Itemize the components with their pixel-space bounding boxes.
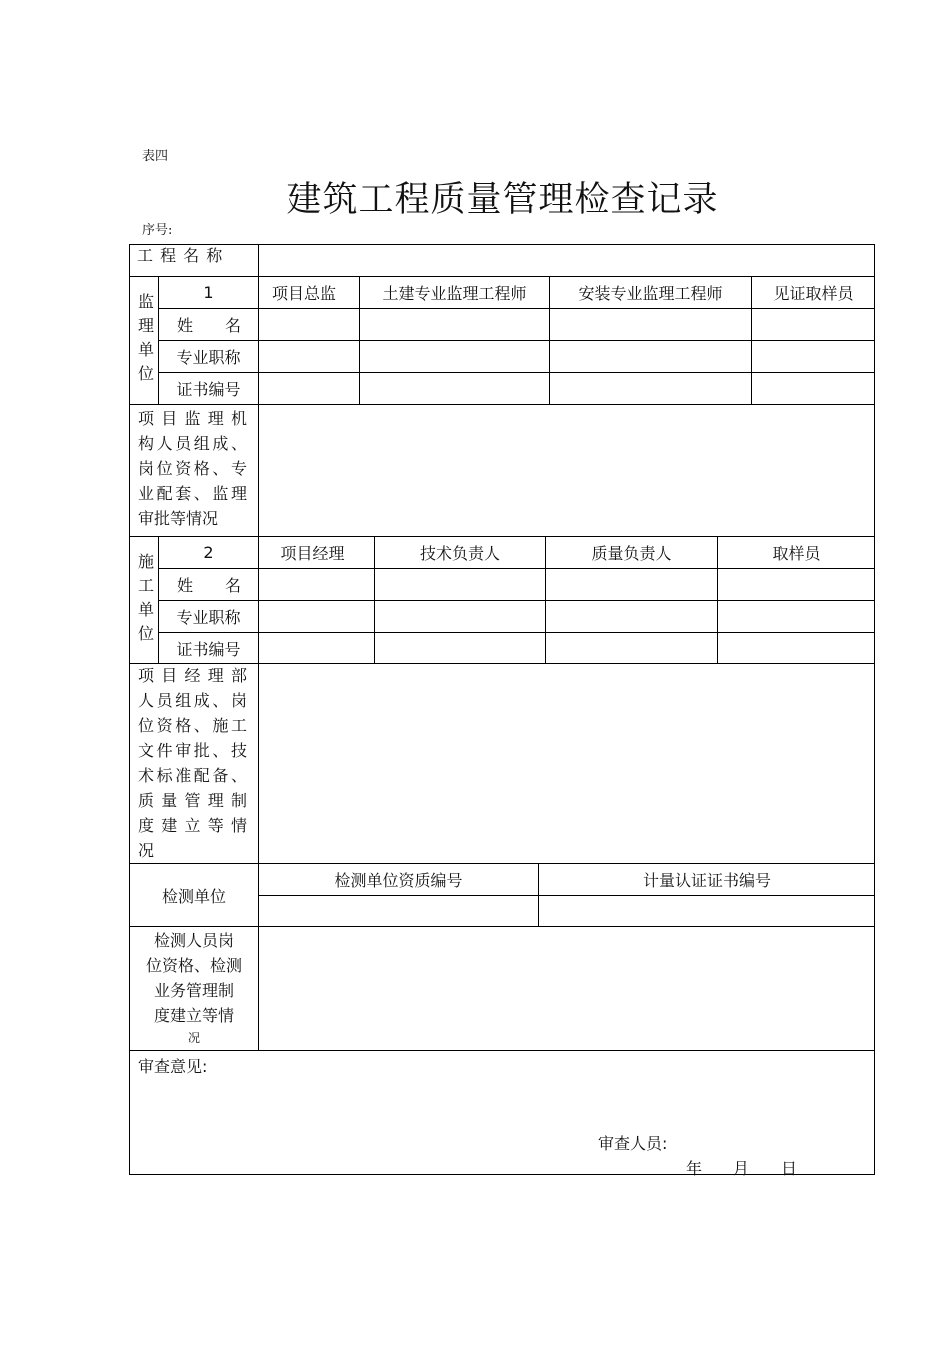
column-header: 技术负责人 <box>419 544 500 563</box>
date-year-label: 年 <box>686 1159 703 1178</box>
testing-qualification-input[interactable] <box>259 896 538 926</box>
row-divider <box>158 308 875 309</box>
date-day-label: 日 <box>781 1159 798 1178</box>
column-header: 项目总监 <box>271 284 336 303</box>
supervision-org-input[interactable] <box>259 405 875 536</box>
unit-char: 单 <box>137 340 154 359</box>
row-divider <box>129 1050 875 1051</box>
testing-staff-label: 检测人员岗 位资格、检测 业务管理制 度建立等情 况 <box>145 931 242 1045</box>
unit-char: 工 <box>137 576 154 595</box>
row-label-certificate: 证书编号 <box>176 380 241 399</box>
column-header: 计量认证证书编号 <box>642 871 771 890</box>
column-header: 质量负责人 <box>591 544 672 563</box>
metrology-certificate-input[interactable] <box>539 896 875 926</box>
project-name-input[interactable] <box>259 245 875 276</box>
table-number: 表四 <box>142 149 169 164</box>
testing-staff-input[interactable] <box>259 927 875 1050</box>
testing-unit-label: 检测单位 <box>161 886 226 906</box>
row-label-name: 姓 名 <box>176 576 241 595</box>
column-header: 检测单位资质编号 <box>334 871 463 890</box>
construction-org-input[interactable] <box>259 664 875 863</box>
row-divider <box>158 340 875 341</box>
unit-char: 理 <box>137 316 154 335</box>
row-divider <box>158 632 875 633</box>
construction-unit-label <box>136 550 156 646</box>
column-header: 安装专业监理工程师 <box>578 284 723 303</box>
row-label-title: 专业职称 <box>176 348 241 367</box>
column-header: 项目经理 <box>280 544 345 563</box>
reviewer-label: 审查人员: <box>598 1134 668 1153</box>
supervision-unit-label <box>136 290 156 386</box>
unit-char: 施 <box>137 552 154 571</box>
page-title: 建筑工程质量管理检查记录 <box>286 180 719 220</box>
row-divider <box>158 372 875 373</box>
project-name-label: 工 程 名 称 <box>137 245 224 265</box>
review-opinion-input[interactable] <box>130 1078 875 1128</box>
row-label-certificate: 证书编号 <box>176 639 241 659</box>
unit-char: 单 <box>137 600 154 619</box>
column-header: 见证取样员 <box>773 284 854 303</box>
row-label-name: 姓 名 <box>176 316 241 335</box>
row-label-title: 专业职称 <box>176 608 241 627</box>
construction-org-label: 项 目 经 理 部 人员组成、岗 位资格、施工 文件审批、技 术标准配备、 质 量 管 理 制 度 建 立 等 情 况 <box>138 666 247 860</box>
construction-index: 2 <box>203 543 214 562</box>
supervision-org-label: 项 目 监 理 机 构人员组成、 岗位资格、专 业配套、监理 审批等情况 <box>138 409 247 528</box>
row-divider <box>158 568 875 569</box>
date-month-label: 月 <box>733 1159 750 1178</box>
unit-char: 位 <box>137 624 154 643</box>
column-header: 取样员 <box>772 544 821 563</box>
column-header: 土建专业监理工程师 <box>382 284 527 303</box>
row-divider <box>158 600 875 601</box>
supervision-index: 1 <box>203 283 214 302</box>
serial-number-label: 序号: <box>142 223 173 238</box>
unit-char: 位 <box>137 364 154 383</box>
review-opinion-label: 审查意见: <box>138 1057 208 1076</box>
unit-char: 监 <box>137 292 154 311</box>
